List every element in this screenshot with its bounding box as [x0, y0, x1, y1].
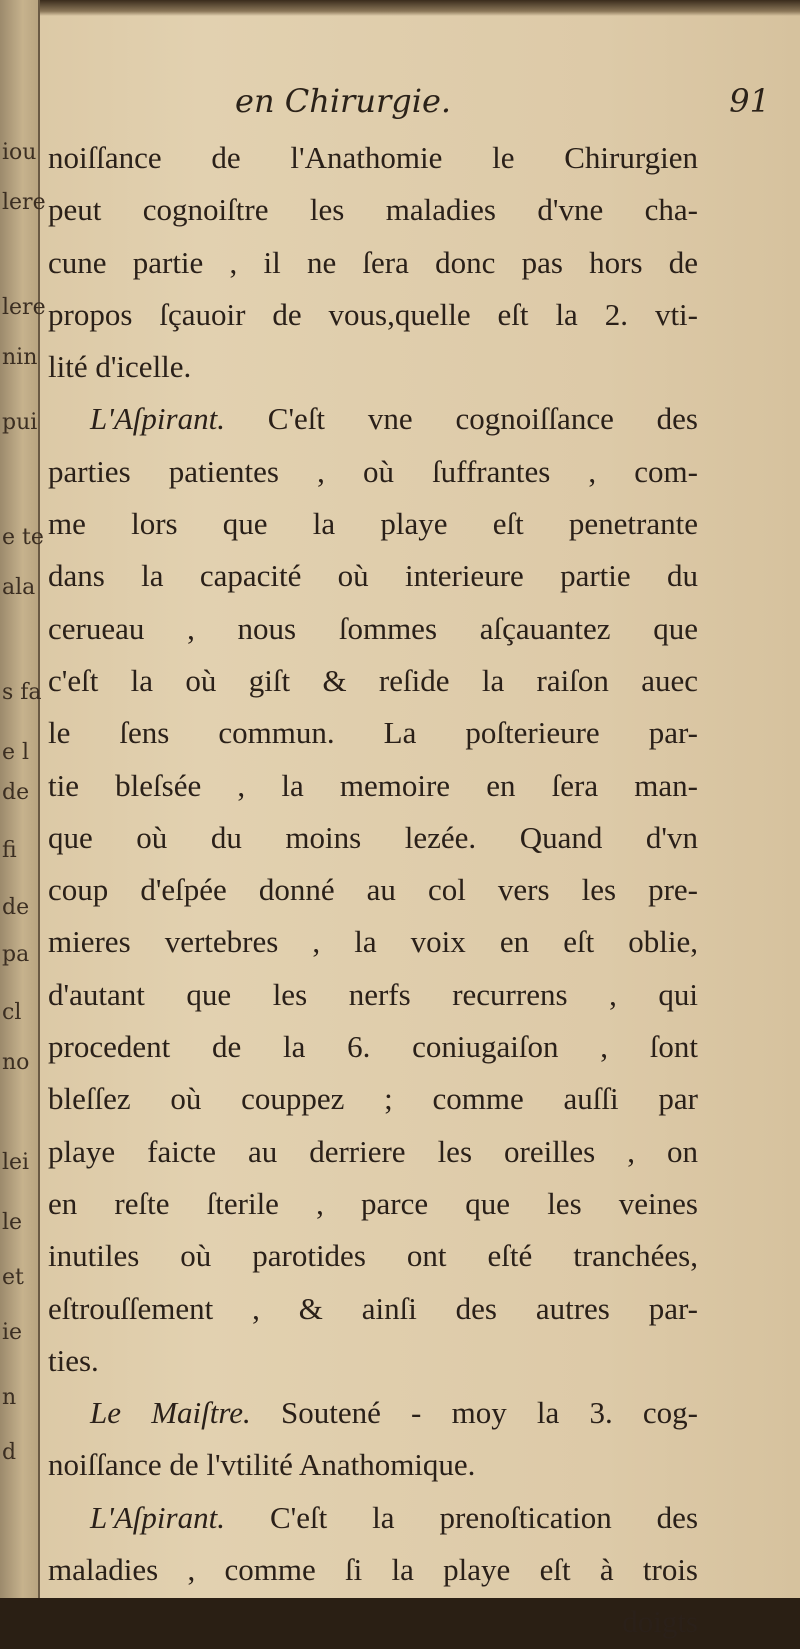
- text-line: [48, 1283, 698, 1335]
- text-line: [48, 184, 698, 236]
- gutter-fragment: no: [2, 1050, 30, 1075]
- text-line: [48, 393, 698, 445]
- gutter-fragment: pa: [2, 942, 30, 967]
- text-line: [48, 1230, 698, 1282]
- line-text: inutiles où parotides ont eſté tranchées,: [48, 1238, 698, 1274]
- line-text: noiſſance de l'Anathomie le Chirurgien: [48, 140, 698, 175]
- line-text: tie bleſsée , la memoire en ſera man-: [48, 767, 698, 803]
- text-line: [48, 707, 698, 759]
- gutter-fragment: et: [2, 1265, 24, 1290]
- line-text: mieres vertebres , la voix en eſt oblie,: [48, 924, 698, 960]
- text-line: [48, 550, 698, 602]
- gutter-fragment: le: [2, 1210, 23, 1235]
- gutter-fragment: ie: [2, 1320, 23, 1345]
- line-text: procedent de la 6. coniugaiſon , ſont: [48, 1029, 698, 1065]
- gutter-fragment: fi: [2, 838, 17, 863]
- speaker-label: L'Aſpirant.: [90, 1499, 270, 1535]
- body-text: [48, 132, 698, 1649]
- text-line: [48, 812, 698, 864]
- text-line: [48, 1335, 698, 1387]
- line-text: le ſens commun. La poſterieure par-: [48, 715, 698, 751]
- line-text: me lors que la playe eſt penetrante: [48, 506, 698, 542]
- text-line: [48, 1073, 698, 1125]
- gutter-fragment: s fa: [2, 680, 42, 705]
- line-text: peut cognoiſtre les maladies d'vne cha-: [48, 192, 698, 228]
- text-line: [48, 1596, 698, 1648]
- line-text: eſtrouſſement , & ainſi des autres par-: [48, 1290, 698, 1326]
- line-text: playe faicte au derriere les oreilles , on: [48, 1133, 698, 1169]
- text-line: [48, 603, 698, 655]
- line-text: ties.: [48, 1342, 99, 1378]
- speaker-label: L'Aſpirant.: [90, 401, 268, 437]
- text-line: [48, 969, 698, 1021]
- text-line: [48, 289, 698, 341]
- running-head: [50, 82, 770, 132]
- line-text: c'eſt la où giſt & reſide la raiſon auec: [48, 662, 698, 698]
- text-line: [48, 760, 698, 812]
- text-line: [48, 916, 698, 968]
- gutter-fragment: e te: [2, 525, 44, 550]
- text-line: [48, 1439, 698, 1491]
- line-text: parties patientes , où ſuffrantes , com-: [48, 453, 698, 489]
- text-line: [48, 237, 698, 289]
- text-line: [48, 655, 698, 707]
- text-line: [48, 1178, 698, 1230]
- text-line: [48, 1492, 698, 1544]
- page-top-edge: [0, 0, 800, 16]
- text-line: [48, 132, 698, 184]
- line-text: C'eſt vne cognoiſſance des: [267, 401, 698, 437]
- gutter-fragment: de: [2, 895, 30, 920]
- text-line: [48, 1387, 698, 1439]
- line-text: maladies , comme ſi la playe eſt à trois: [48, 1552, 698, 1588]
- gutter-fragment: lei: [2, 1150, 30, 1175]
- gutter-fragment: de: [2, 780, 30, 805]
- line-text: Soutené - moy la 3. cog-: [280, 1395, 698, 1431]
- text-line: [48, 341, 698, 393]
- gutter-fragment: pui: [2, 410, 38, 435]
- text-line: [48, 1126, 698, 1178]
- facing-page-strip: [0, 0, 46, 1598]
- gutter-fragment: n: [2, 1385, 17, 1410]
- gutter-fragment: ala: [2, 575, 36, 600]
- line-text: cerueau , nous ſommes aſçauantez que: [48, 610, 698, 646]
- line-text: que où du moins lezée. Quand d'vn: [48, 819, 698, 855]
- text-line: [48, 446, 698, 498]
- text-line: [48, 1021, 698, 1073]
- text-line: [48, 1544, 698, 1596]
- gutter-fragment: lere: [2, 295, 46, 320]
- line-text: d'autant que les nerfs recurrens , qui: [48, 976, 698, 1012]
- gutter-fragment: cl: [2, 1000, 22, 1025]
- line-text: noiſſance de l'vtilité Anathomique.: [48, 1447, 476, 1483]
- line-text: doigts: [622, 1604, 698, 1640]
- line-text: propos ſçauoir de vous,quelle eſt la 2. vti-: [48, 296, 698, 332]
- text-line: [48, 864, 698, 916]
- line-text: C'eſt la prenoſtication des: [269, 1499, 699, 1535]
- gutter-fragment: iou: [2, 140, 37, 165]
- line-text: bleſſez où couppez ; comme auſſi par: [48, 1081, 698, 1117]
- line-text: coup d'eſpée donné au col vers les pre-: [48, 872, 698, 908]
- page-number: 91: [729, 82, 770, 120]
- line-text: dans la capacité où interieure partie du: [48, 558, 698, 594]
- line-text: cune partie , il ne ſera donc pas hors de: [48, 244, 698, 280]
- gutter-fragment: lere: [2, 190, 46, 215]
- gutter-fragment: e l: [2, 740, 30, 765]
- line-text: en reſte ſterile , parce que les veines: [48, 1185, 698, 1221]
- text-line: [48, 498, 698, 550]
- gutter-fragment: nin: [2, 345, 38, 370]
- running-title: en Chirurgie.: [235, 82, 452, 120]
- speaker-label: Le Maiſtre.: [90, 1395, 281, 1431]
- gutter-fragment: d: [2, 1440, 17, 1465]
- line-text: lité d'icelle.: [48, 349, 192, 385]
